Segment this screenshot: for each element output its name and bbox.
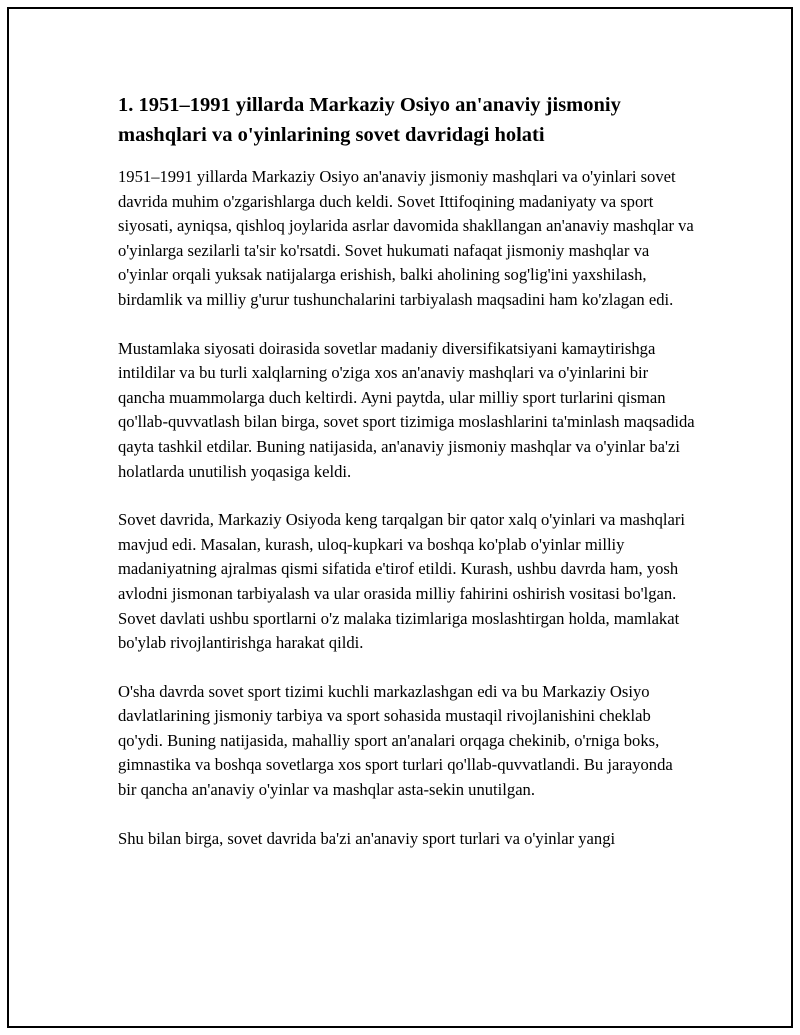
paragraph-1: 1951–1991 yillarda Markaziy Osiyo an'anaviy jismoniy mashqlari va o'yinlari sovet davrida muhim o'zgarishlarga duch keldi. Sovet Ittifoqining madaniyaty va sport siyosati, ayniqsa, qishloq joylarida asrlar davomida shakllangan an'anaviy mashqlar va o'yinlarga sezilarli ta'sir ko'rsatdi. Sovet hukumati nafaqat jismoniy mashqlar va o'yinlar orqali yuksak natijalarga erishish, balki aholining sog'lig'ini yaxshilash, birdamlik va milliy g'urur tushunchalarini tarbiyalash maqsadini ham ko'zlagan edi. bbox=[118, 167, 694, 309]
paragraph-5: Shu bilan birga, sovet davrida ba'zi an'anaviy sport turlari va o'yinlar yangi bbox=[118, 828, 616, 848]
paragraph-4: O'sha davrda sovet sport tizimi kuchli markazlashgan edi va bu Markaziy Osiyo davlatlarining jismoniy tarbiya va sport sohasida mustaqil rivojlanishini cheklab qo'ydi. Buning natijasida, mahalliy sport an'analari orqaga chekinib, o'rniga boks, gimnastika va boshqa sovetlarga xos sport turlari qo'llab-quvvatlandi. Bu jarayonda bir qancha an'anaviy o'yinlar va mashqlar asta-sekin unutilgan. bbox=[118, 681, 673, 800]
document-body bbox=[110, 90, 695, 875]
paragraph-2: Mustamlaka siyosati doirasida sovetlar madaniy diversifikatsiyani kamaytirishga intildilar va bu turli xalqlarning o'ziga xos an'anaviy mashqlari va o'yinlarini bir qancha muammolarga duch keltirdi. Ayni paytda, ular milliy sport turlarini qisman qo'llab-quvvatlash bilan birga, sovet sport tizimiga moslashlarini ta'minlash maqsadida qayta tashkil etdilar. Buning natijasida, an'anaviy jismoniy mashqlar va o'yinlar ba'zi holatlarda unutilish yoqasiga keldi. bbox=[118, 338, 695, 481]
paragraph-3: Sovet davrida, Markaziy Osiyoda keng tarqalgan bir qator xalq o'yinlari va mashqlari mavjud edi. Masalan, kurash, uloq-kupkari va boshqa ko'plab o'yinlar milliy madaniyatning ajralmas qismi sifatida e'tirof etildi. Kurash, ushbu davrda ham, yosh avlodni jismonan tarbiyalash va ular orasida milliy fahirini oshirish vositasi bo'lgan. Sovet davlati ushbu sportlarni o'z malaka tizimlariga moslashtirgan holda, mamlakat bo'ylab rivojlantirishga harakat qildi. bbox=[118, 510, 686, 653]
section-heading: 1. 1951–1991 yillarda Markaziy Osiyo an'anaviy jismoniy mashqlari va o'yinlarining sovet davridagi holati bbox=[118, 94, 621, 146]
